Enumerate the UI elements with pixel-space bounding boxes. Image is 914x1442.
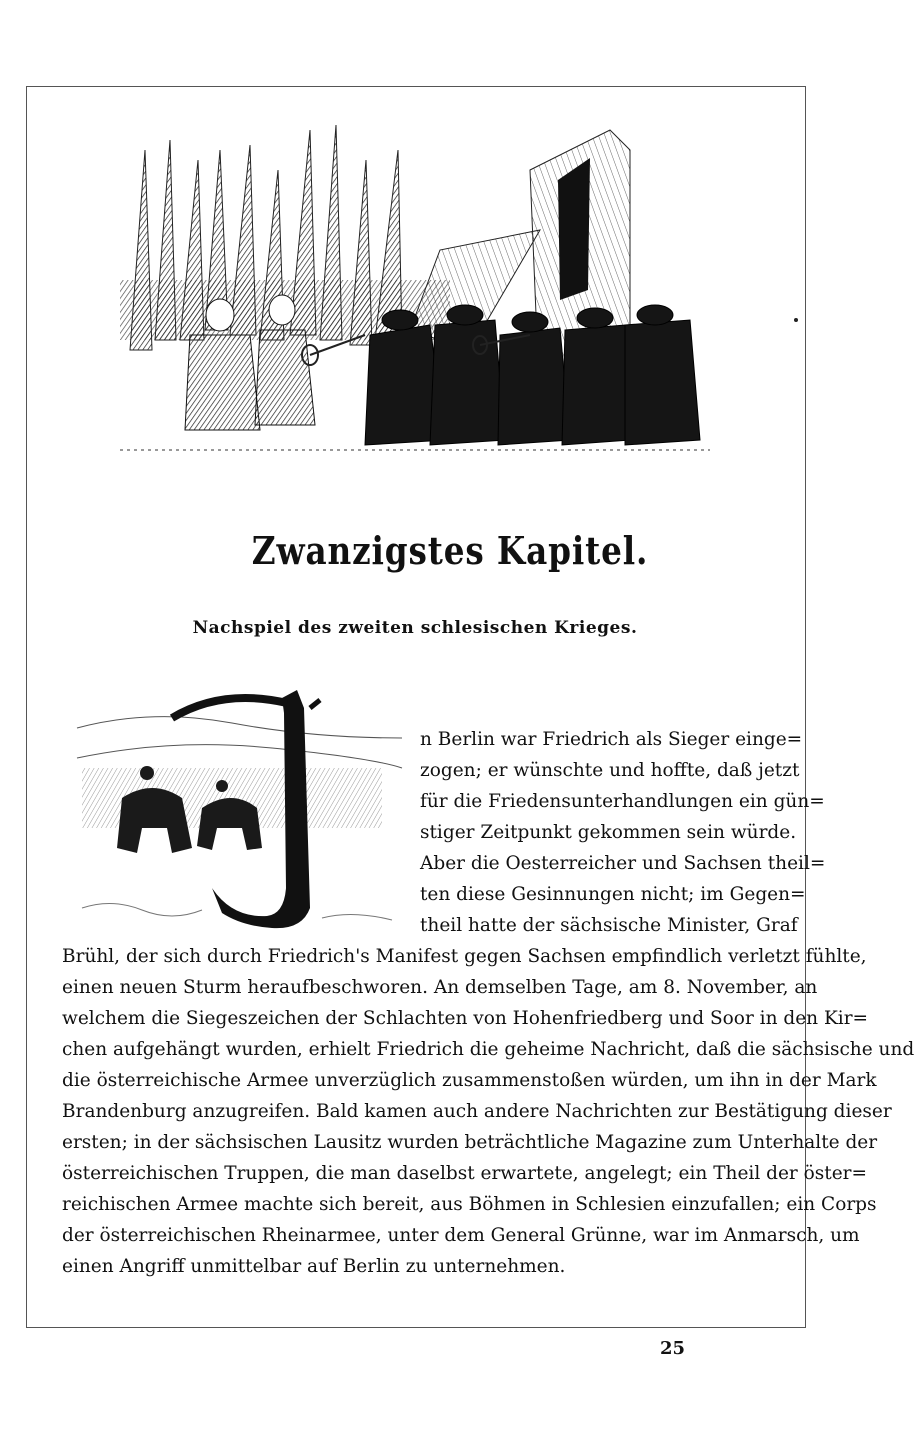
initial-letter-illustration [72,678,408,934]
text-line-18: einen Angriff unmittelbar auf Berlin zu unternehmen. [62,1256,566,1277]
chapter-subtitle: Nachspiel des zweiten schlesischen Krieges. [192,618,638,638]
text-line-9: einen neuen Sturm heraufbeschworen. An demselben Tage, am 8. November, an [62,977,818,998]
text-line-4: stiger Zeitpunkt gekommen sein würde. [420,822,797,843]
text-line-8: Brühl, der sich durch Friedrich's Manifest gegen Sachsen empfindlich verletzt fühlte, [62,946,867,967]
text-line-6: ten diese Gesinnungen nicht; im Gegen= [420,884,806,905]
text-line-1: n Berlin war Friedrich als Sieger einge= [420,729,803,750]
text-line-16: reichischen Armee machte sich bereit, aus Böhmen in Schlesien einzufallen; ein Corps [62,1194,877,1215]
header-illustration [110,110,715,470]
text-line-7: theil hatte der sächsische Minister, Graf [420,915,798,936]
text-line-12: die österreichische Armee unverzüglich zusammenstoßen würden, um ihn in der Mark [62,1070,877,1091]
margin-dot [794,318,798,322]
text-line-13: Brandenburg anzugreifen. Bald kamen auch andere Nachrichten zur Bestätigung dieser [62,1101,892,1122]
page-number: 25 [660,1338,686,1359]
text-line-10: welchem die Siegeszeichen der Schlachten von Hohenfriedberg und Soor in den Kir= [62,1008,869,1029]
text-line-2: zogen; er wünschte und hoffte, daß jetzt [420,760,800,781]
text-line-14: ersten; in der sächsischen Lausitz wurden beträchtliche Magazine zum Unterhalte der [62,1132,878,1153]
text-line-5: Aber die Oesterreicher und Sachsen theil= [420,853,826,874]
text-line-15: österreichischen Truppen, die man daselbst erwartete, angelegt; ein Theil der öster= [62,1163,867,1184]
chapter-title: Zwanzigstes Kapitel. [251,528,649,573]
text-line-17: der österreichischen Rheinarmee, unter dem General Grünne, war im Anmarsch, um [62,1225,860,1246]
text-line-11: chen aufgehängt wurden, erhielt Friedrich die geheime Nachricht, daß die sächsische und [62,1039,914,1060]
text-line-3: für die Friedensunterhandlungen ein gün= [420,791,825,812]
